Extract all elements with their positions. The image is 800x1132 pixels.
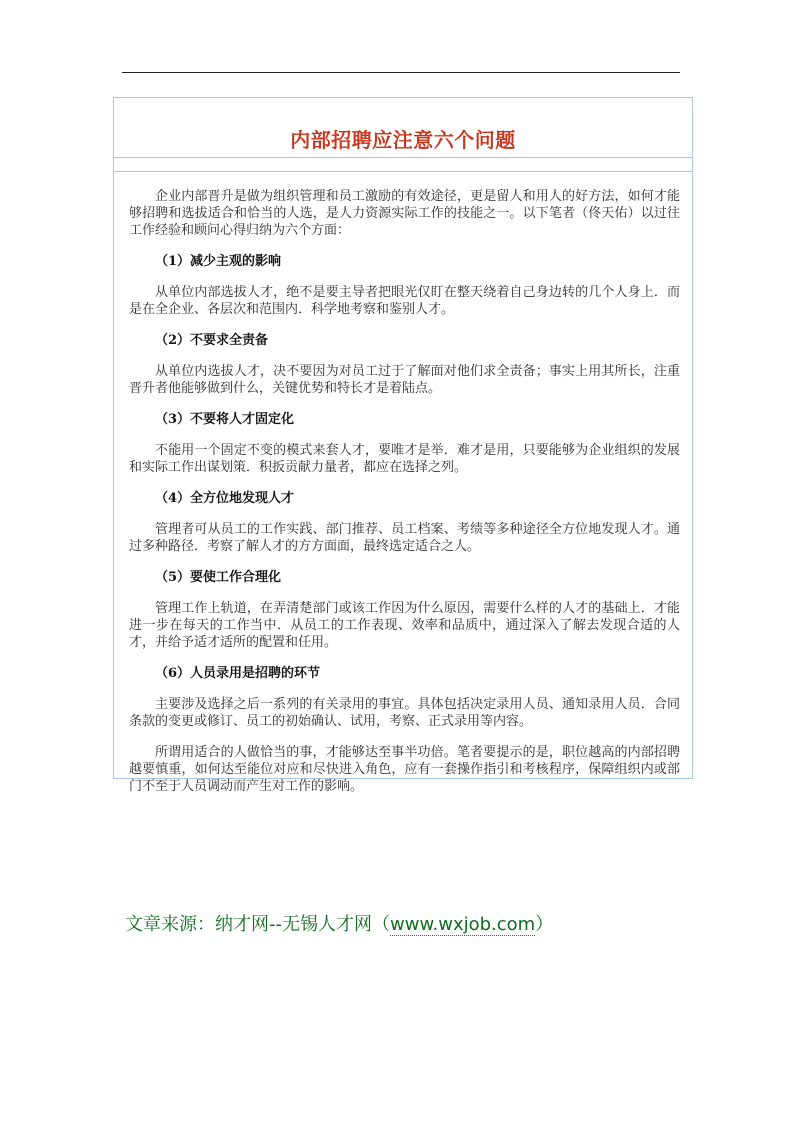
section-heading: （2）不要求全责备 bbox=[155, 333, 269, 348]
source-url-link[interactable]: www.wxjob.com bbox=[390, 914, 536, 935]
section-body: 从单位内选拔人才，决不要因为对员工过于了解面对他们求全责备；事实上用其所长，注重晋升者他能够做到什么，关键优势和特长才是着陆点。 bbox=[129, 364, 680, 396]
page-title: 内部招聘应注意六个问题 bbox=[290, 128, 516, 152]
section-body: 不能用一个固定不变的模式来套人才，要唯才是举．难才是用，只要能够为企业组织的发展和实际工作出谋划策．积扳贡献力量者，都应在选择之列。 bbox=[129, 443, 680, 475]
title-band bbox=[114, 98, 692, 158]
section-heading: （3）不要将人才固定化 bbox=[155, 412, 295, 427]
source-credit bbox=[125, 910, 553, 936]
section-heading: （6）人员录用是招聘的环节 bbox=[155, 666, 321, 681]
divider-band bbox=[114, 158, 692, 172]
section-heading: （4）全方位地发现人才 bbox=[155, 491, 295, 506]
source-prefix: 文章来源：纳才网--无锡人才网（ bbox=[125, 914, 390, 935]
article-box bbox=[113, 97, 693, 794]
section-body: 主要涉及选择之后一系列的有关录用的事宜。具体包括决定录用人员、通知录用人员．合同条款的变更或修订、员工的初始确认、试用，考察、正式录用等内容。 bbox=[129, 697, 680, 729]
section-heading: （1）减少主观的影响 bbox=[155, 254, 282, 269]
intro-paragraph: 企业内部晋升是做为组织管理和员工激励的有效途径，更是留人和用人的好方法，如何才能够招聘和选拔适合和恰当的人选，是人力资源实际工作的技能之一。以下笔者（佟天佑）以过往工作经验和顾问心得归纳为六个方面： bbox=[129, 189, 680, 238]
section-body: 从单位内部选拔人才，绝不是要主导者把眼光仅盯在整天绕着自己身边转的几个人身上．而是在全企业、各层次和范围内．科学地考察和鉴别人才。 bbox=[129, 285, 680, 317]
section-body: 管理者可从员工的工作实践、部门推荐、员工档案、考绩等多种途径全方位地发现人才。通过多种路径．考察了解人才的方方面面，最终选定适合之人。 bbox=[129, 522, 680, 554]
article-body bbox=[129, 188, 680, 809]
header-rule bbox=[122, 72, 680, 73]
section-heading: （5）要使工作合理化 bbox=[155, 570, 282, 585]
conclusion-paragraph: 所谓用适合的人做恰当的事，才能够达至事半功倍。笔者要提示的是，职位越高的内部招聘越要慎重，如何达至能位对应和尽快进入角色，应有一套操作指引和考核程序，保障组织内或部门不至于人员调动而产生对工作的影响。 bbox=[129, 745, 680, 794]
section-body: 管理工作上轨道，在弄清楚部门或该工作因为什么原因，需要什么样的人才的基础上．才能进一步在每天的工作当中．从员工的工作表现、效率和品质中，通过深入了解去发现合适的人才，并给予适才适所的配置和任用。 bbox=[129, 601, 680, 650]
source-suffix: ） bbox=[535, 914, 554, 935]
